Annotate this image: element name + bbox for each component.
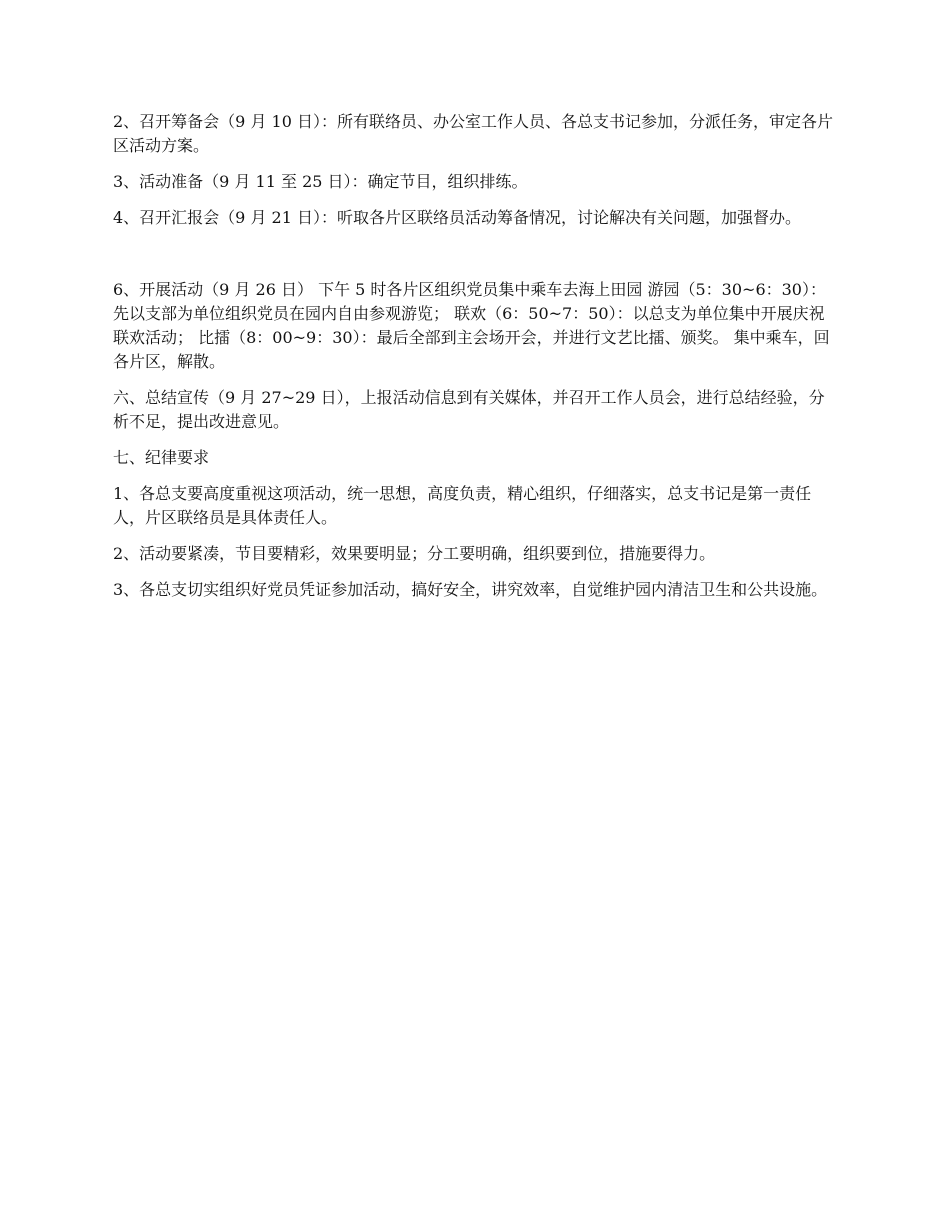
paragraph-report-meeting: 4、召开汇报会（9 月 21 日）：听取各片区联络员活动筹备情况，讨论解决有关问题，加强督办。 bbox=[113, 208, 801, 227]
section-heading-discipline: 七、纪律要求 bbox=[113, 448, 210, 467]
paragraph-discipline-2: 2、活动要紧凑，节目要精彩，效果要明显；分工要明确，组织要到位，措施要得力。 bbox=[113, 544, 716, 563]
paragraph-preparatory-meeting: 2、召开筹备会（9 月 10 日）：所有联络员、办公室工作人员、各总支书记参加，分派任务，审定各片区活动方案。 bbox=[113, 112, 833, 155]
paragraph-carry-out-activity: 6、开展活动（9 月 26 日） 下午 5 时各片区组织党员集中乘车去海上田园 游园（5：30~6：30）：先以支部为单位组织党员在园内自由参观游览； 联欢（6：50~7：50）：以总支为单位集中开展庆祝联欢活动； 比擂（8：00~9：30）：最后全部到主会场开会，并进行文艺比擂、颁奖。 集中乘车，回各片区，解散。 bbox=[113, 280, 830, 371]
blank-spacer bbox=[113, 242, 840, 278]
paragraph-summary-publicity: 六、总结宣传（9 月 27~29 日），上报活动信息到有关媒体，并召开工作人员会，进行总结经验，分析不足，提出改进意见。 bbox=[113, 388, 825, 431]
paragraph-discipline-3: 3、各总支切实组织好党员凭证参加活动，搞好安全，讲究效率，自觉维护园内清洁卫生和公共设施。 bbox=[113, 580, 828, 599]
paragraph-discipline-1: 1、各总支要高度重视这项活动，统一思想，高度负责，精心组织，仔细落实，总支书记是第一责任人，片区联络员是具体责任人。 bbox=[113, 484, 812, 527]
document-body bbox=[113, 110, 840, 614]
paragraph-activity-preparation: 3、活动准备（9 月 11 至 25 日）：确定节目，组织排练。 bbox=[113, 172, 528, 191]
